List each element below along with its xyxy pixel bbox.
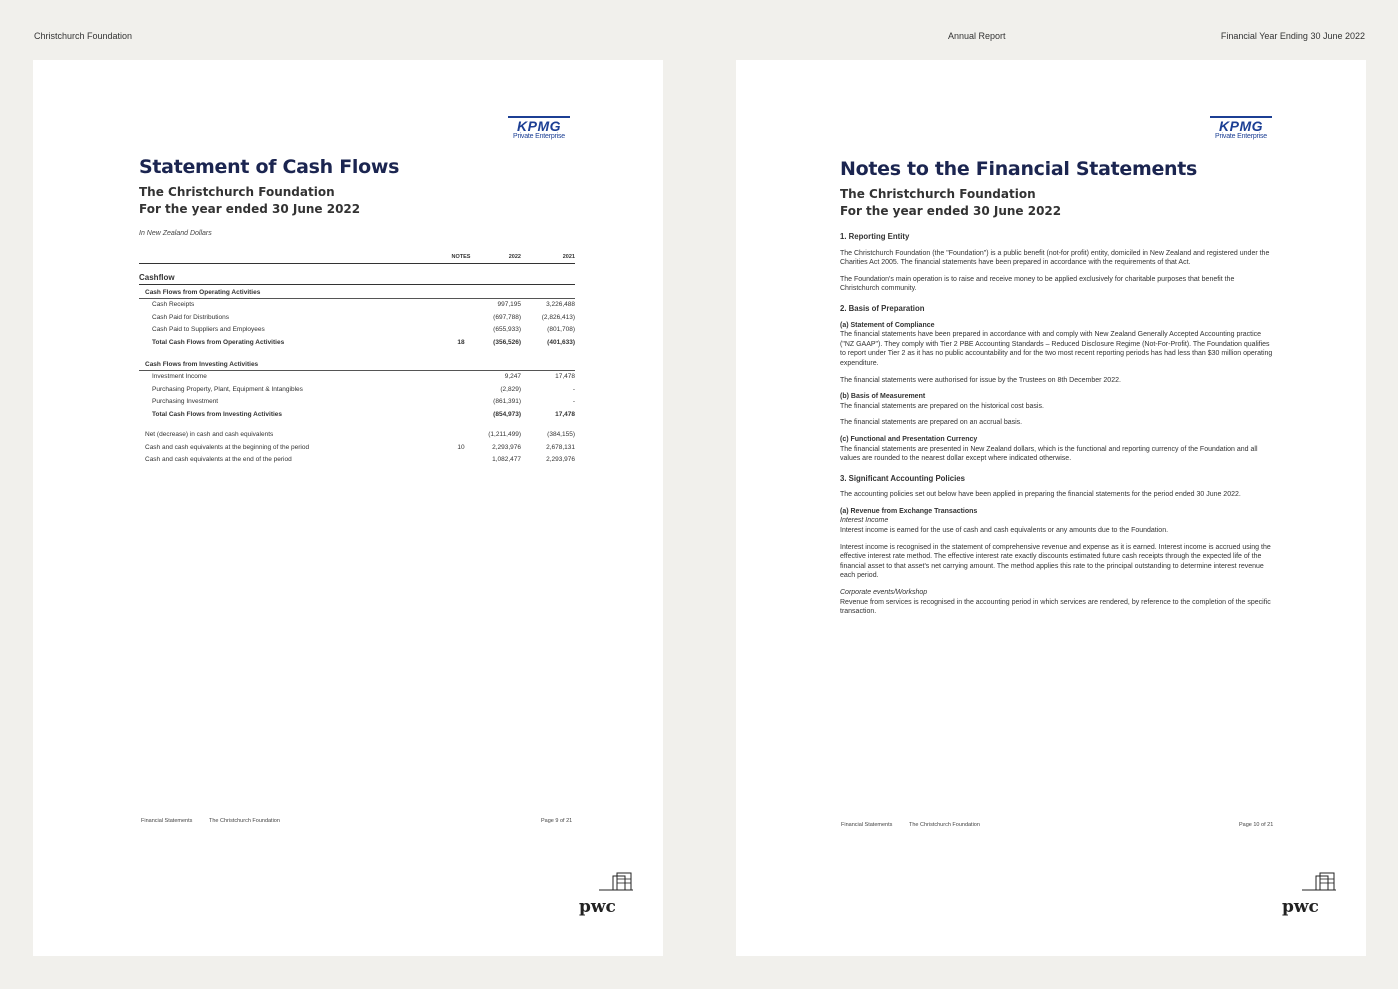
page-subtitle-org: The Christchurch Foundation xyxy=(840,187,1036,201)
row-label: Cash Paid for Distributions xyxy=(152,313,229,321)
paragraph: Revenue from services is recognised in the accounting period in which services are rendered, by reference to the completion of the specific transaction. xyxy=(840,598,1271,616)
subsection-subtitle: Corporate events/Workshop xyxy=(840,589,928,597)
cash-flow-table xyxy=(139,252,575,467)
row-label: Purchasing Investment xyxy=(152,398,219,405)
pwc-building-icon xyxy=(579,872,633,894)
section-title: Cashflow xyxy=(139,272,575,285)
paragraph: The Christchurch Foundation (the "Foundation") is a public benefit (not-for profit) entity, domiciled in New Zealand and registered under the Charities Act 2005. The financial statements have been prepared in accordance with the requirements of that Act. xyxy=(840,249,1270,267)
row-value-2022: (655,933) xyxy=(493,326,521,333)
table-row xyxy=(139,384,575,397)
row-label: Investment Income xyxy=(152,373,207,380)
pwc-building-icon xyxy=(1282,872,1336,894)
pwc-logo xyxy=(579,872,633,916)
row-value-2022: (861,391) xyxy=(493,398,521,405)
row-value-2022: 997,195 xyxy=(497,301,521,308)
row-label: Cash and cash equivalents at the beginning of the period xyxy=(145,443,310,451)
section-heading: 3. Significant Accounting Policies xyxy=(840,473,965,483)
paragraph: The financial statements are prepared on the historical cost basis. xyxy=(840,402,1044,410)
operating-group-title: Cash Flows from Operating Activities xyxy=(139,288,575,299)
row-value-2021: - xyxy=(572,385,575,393)
section-heading: 2. Basis of Preparation xyxy=(840,303,925,313)
row-value-2021: 17,478 xyxy=(555,410,575,418)
footer-doc-name: Financial Statements xyxy=(141,818,193,824)
investing-group-title: Cash Flows from Investing Activities xyxy=(139,360,575,371)
subsection-heading: (b) Basis of Measurement xyxy=(840,393,926,401)
row-label: Cash Paid to Suppliers and Employees xyxy=(152,326,265,333)
header-org-name: Christchurch Foundation xyxy=(34,31,133,41)
kpmg-logo xyxy=(508,116,570,140)
footer-org-name: The Christchurch Foundation xyxy=(209,818,280,824)
kpmg-logo-subtitle: Private Enterprise xyxy=(1214,133,1268,140)
table-row xyxy=(139,454,575,467)
pwc-logo-word: pwc xyxy=(1282,897,1319,917)
currency-note: In New Zealand Dollars xyxy=(139,230,212,237)
footer-doc-name: Financial Statements xyxy=(841,822,893,828)
pwc-logo-word: pwc xyxy=(579,897,616,917)
row-label: Purchasing Property, Plant, Equipment & Intangibles xyxy=(152,385,303,393)
row-notes: 10 xyxy=(457,443,465,451)
kpmg-logo-mark: KPMG xyxy=(1210,116,1272,133)
row-value-2022: (854,973) xyxy=(493,410,521,418)
table-header-row xyxy=(139,252,575,264)
table-row xyxy=(139,396,575,409)
subsection-heading: (c) Functional and Presentation Currency xyxy=(840,435,978,443)
page-title: Statement of Cash Flows xyxy=(139,156,400,178)
paragraph: Interest income is earned for the use of cash and cash equivalents or any amounts due to the Foundation. xyxy=(840,527,1169,535)
kpmg-logo-subtitle: Private Enterprise xyxy=(512,133,566,140)
paragraph: The financial statements were authorised for issue by the Trustees on 8th December 2022. xyxy=(840,376,1121,384)
row-notes: 18 xyxy=(457,338,465,346)
page-subtitle-period: For the year ended 30 June 2022 xyxy=(139,202,361,216)
page-subtitle-period: For the year ended 30 June 2022 xyxy=(840,204,1062,218)
paragraph: The accounting policies set out below have been applied in preparing the financial statements for the period ended 30 June 2022. xyxy=(840,491,1241,499)
kpmg-logo xyxy=(1210,116,1272,140)
row-value-2021: 2,293,976 xyxy=(546,456,575,463)
paragraph: The financial statements are presented in New Zealand dollars, which is the functional and reporting currency of the Foundation and all values are rounded to the nearest dollar except where indicated otherwise. xyxy=(840,445,1258,463)
header-report-title: Annual Report xyxy=(948,31,1006,41)
page-notes xyxy=(736,60,1366,956)
kpmg-logo-mark: KPMG xyxy=(508,116,570,133)
row-value-2021: (384,155) xyxy=(547,431,575,438)
table-row xyxy=(139,299,575,312)
paragraph: The financial statements are prepared on an accrual basis. xyxy=(840,419,1023,427)
col-notes-header: NOTES xyxy=(451,254,471,260)
footer-page-number: Page 9 of 21 xyxy=(541,818,573,824)
paragraph: The financial statements have been prepared in accordance with and comply with New Zealand Generally Accepted Accounting practice ("NZ GAAP"). They comply with Tier 2 PBE Accounting Standards – Reduced Disclosure Regime (Not-For-Profit). The Foundation qualifies to report under Tier 2 as it has no public accountability and for the two most recent reporting periods has had less than $30 million operating expenditure. xyxy=(840,331,1273,367)
section-heading: 1. Reporting Entity xyxy=(840,232,910,241)
table-total-row xyxy=(139,409,575,422)
table-row xyxy=(139,371,575,384)
row-value-2021: 3,226,488 xyxy=(546,301,575,308)
table-row xyxy=(139,442,575,455)
row-label: Total Cash Flows from Operating Activities xyxy=(152,338,285,346)
row-value-2022: 1,082,477 xyxy=(492,456,521,463)
row-value-2021: - xyxy=(572,398,575,405)
row-value-2022: 2,293,976 xyxy=(492,443,521,451)
row-value-2022: 9,247 xyxy=(504,373,521,380)
table-row xyxy=(139,429,575,442)
row-label: Cash Receipts xyxy=(152,301,195,308)
col-2022-header: 2022 xyxy=(508,254,521,260)
row-value-2022: (356,526) xyxy=(493,338,521,346)
row-value-2021: 17,478 xyxy=(555,373,575,380)
paragraph: Interest income is recognised in the statement of comprehensive revenue and expense as it is earned. Interest income is accrued using the effective interest rate method. The effective interest rate exactly discounts estimated future cash receipts through the expected life of the financial asset to that asset's net carrying amount. The method applies this rate to the principal outstanding to determine interest revenue each period. xyxy=(840,543,1271,580)
row-label: Net (decrease) in cash and cash equivalents xyxy=(145,431,274,438)
col-2021-header: 2021 xyxy=(562,254,575,260)
footer-page-number: Page 10 of 21 xyxy=(1239,822,1274,828)
header-fiscal-year: Financial Year Ending 30 June 2022 xyxy=(1220,31,1365,41)
page-cash-flows xyxy=(33,60,663,956)
subsection-heading: (a) Revenue from Exchange Transactions xyxy=(840,507,978,515)
row-value-2022: (1,211,499) xyxy=(488,431,521,438)
subsection-heading: (a) Statement of Compliance xyxy=(840,321,935,329)
row-label: Cash and cash equivalents at the end of the period xyxy=(145,456,292,463)
table-total-row xyxy=(139,337,575,350)
row-value-2021: (401,633) xyxy=(547,338,575,346)
table-row xyxy=(139,312,575,325)
paragraph: The Foundation's main operation is to raise and receive money to be applied exclusively for charitable purposes that benefit the Christchurch community. xyxy=(840,275,1235,293)
row-value-2022: (2,829) xyxy=(500,385,521,393)
pwc-logo xyxy=(1282,872,1336,916)
row-label: Total Cash Flows from Investing Activities xyxy=(152,410,283,418)
row-value-2021: (2,826,413) xyxy=(541,313,575,321)
footer-org-name: The Christchurch Foundation xyxy=(909,822,980,828)
page-title: Notes to the Financial Statements xyxy=(840,158,1198,180)
subsection-subtitle: Interest Income xyxy=(840,517,889,525)
table-row xyxy=(139,324,575,337)
notes-body xyxy=(840,232,1274,624)
row-value-2022: (697,788) xyxy=(493,313,521,321)
page-subtitle-org: The Christchurch Foundation xyxy=(139,185,335,199)
row-value-2021: (801,708) xyxy=(547,326,575,333)
row-value-2021: 2,678,131 xyxy=(546,443,575,451)
